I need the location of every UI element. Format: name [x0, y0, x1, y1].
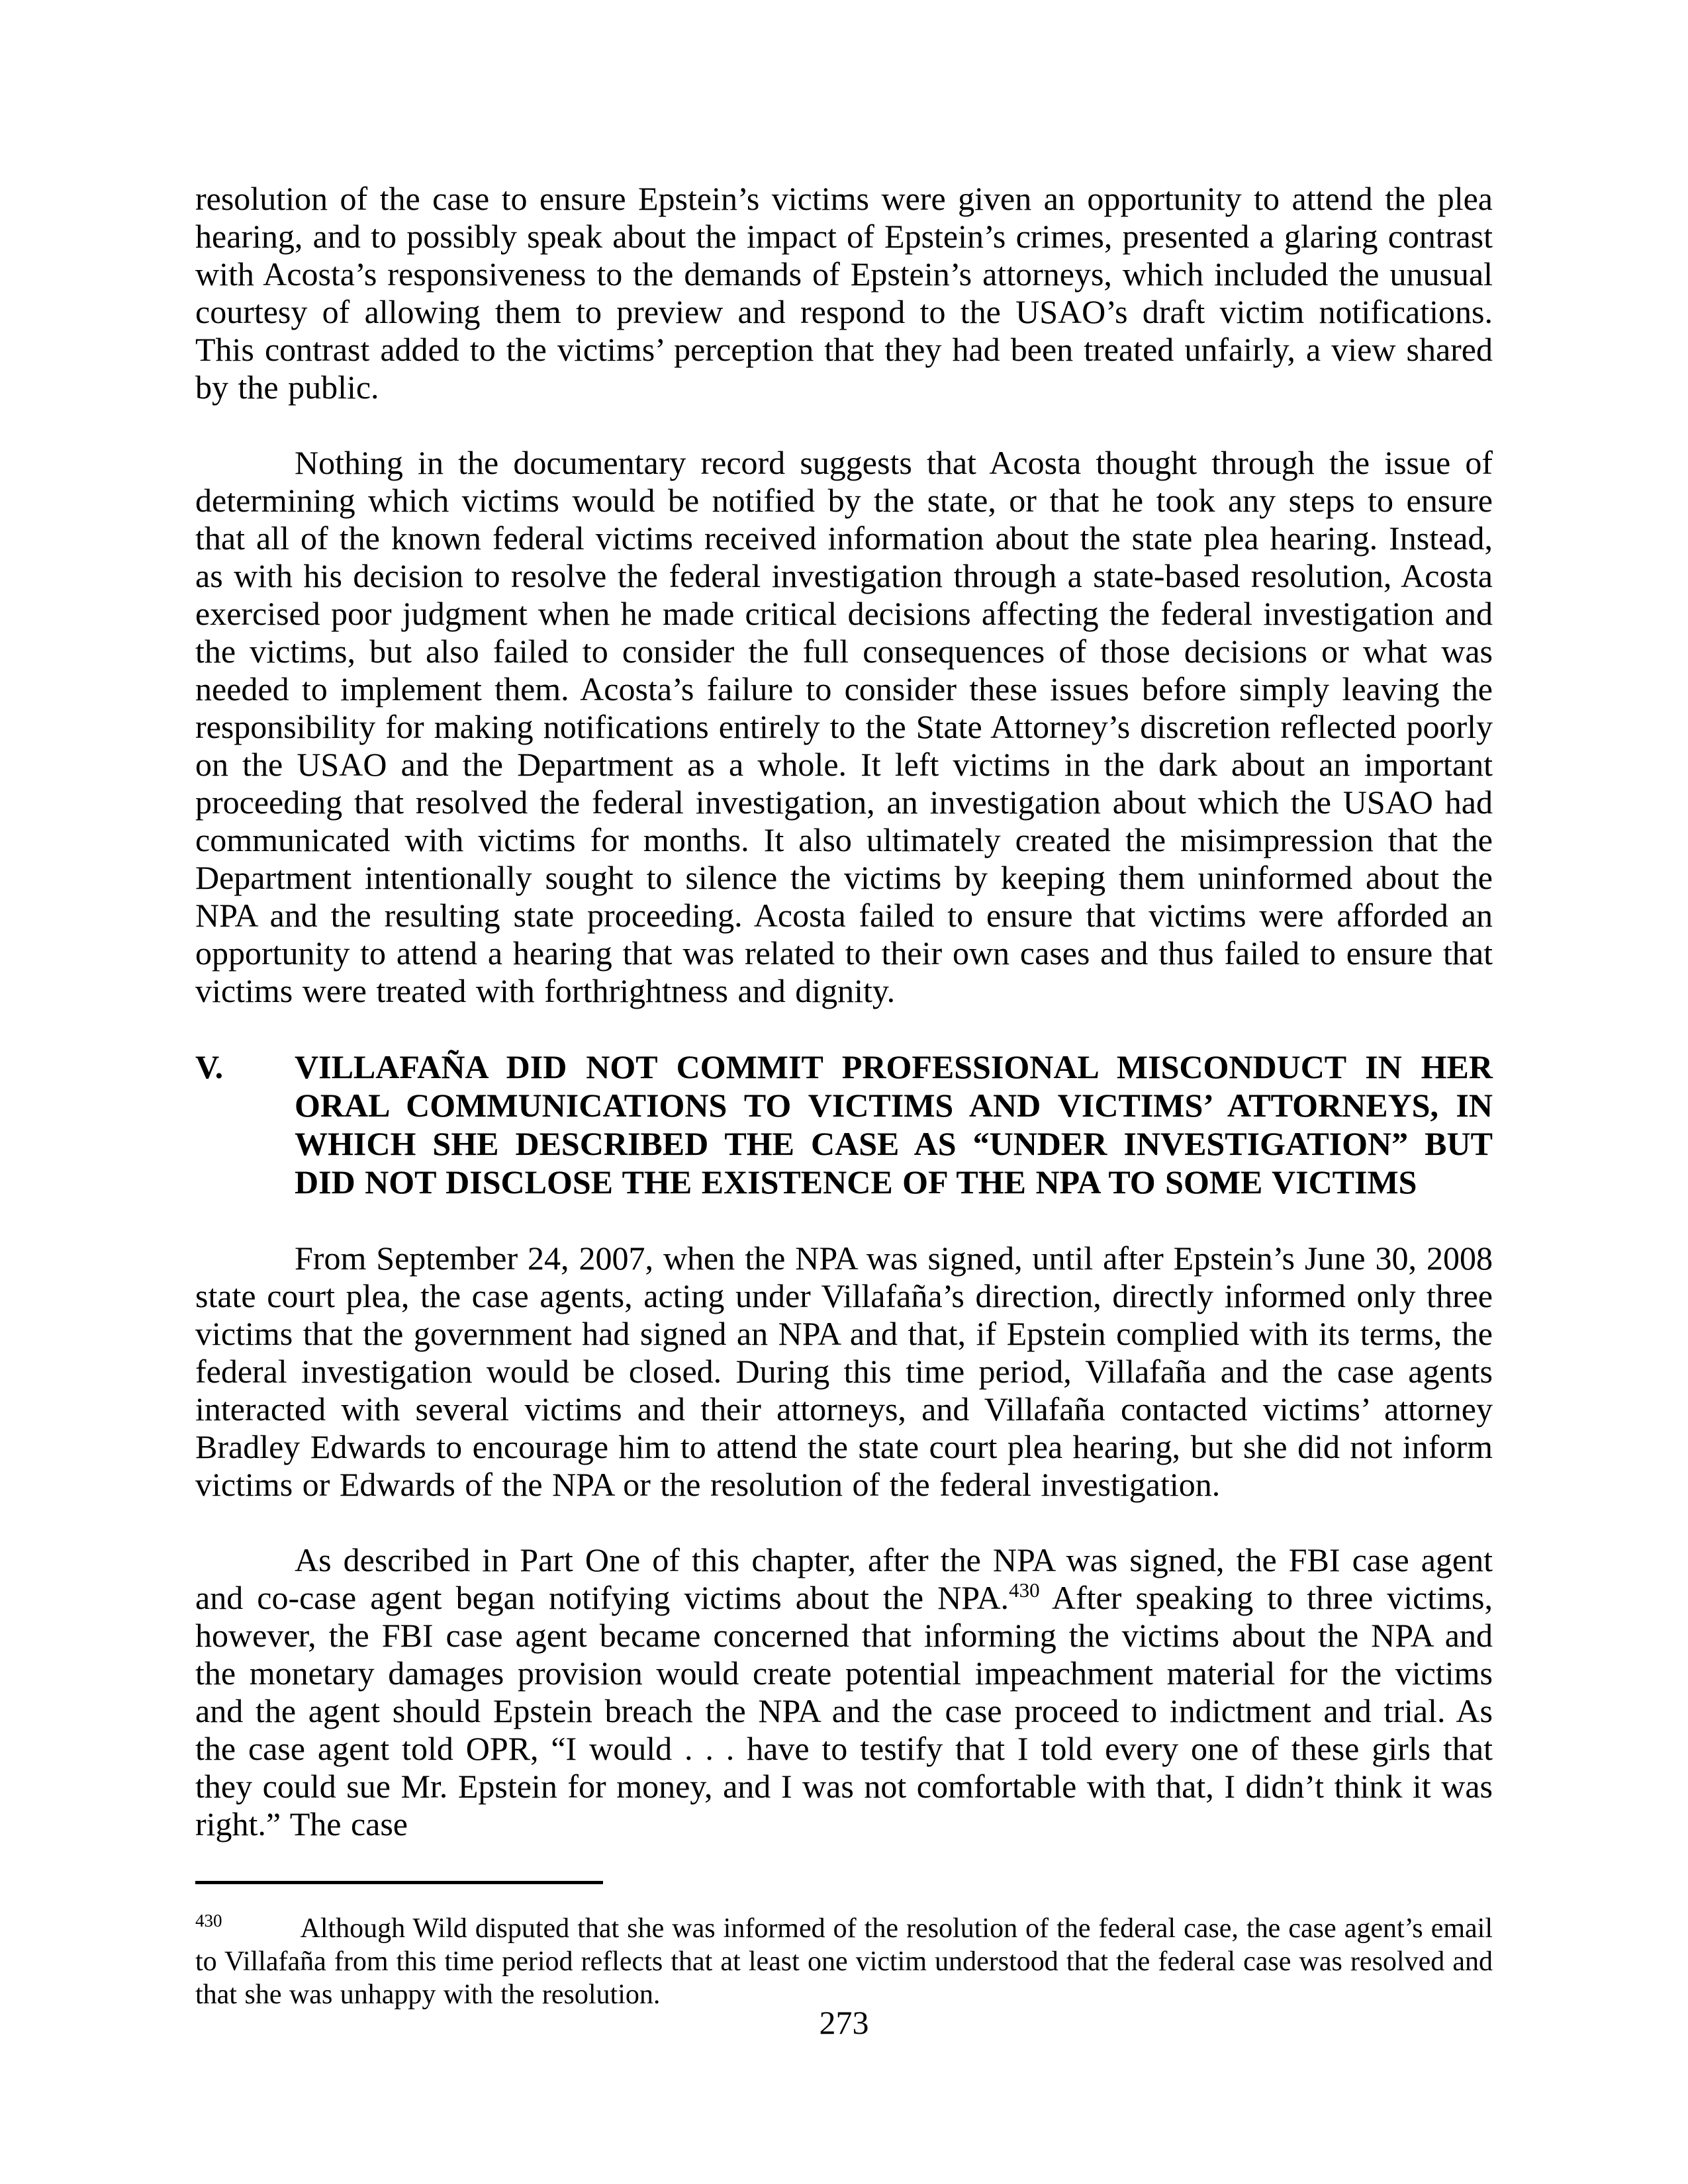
section-heading — [195, 1048, 1493, 1201]
footnote-marker: 430 — [195, 1911, 222, 1931]
paragraph-as-described — [195, 1541, 1493, 1843]
section-title: VILLAFAÑA DID NOT COMMIT PROFESSIONAL MISCONDUCT IN HER ORAL COMMUNICATIONS TO VICTIMS AND VICTIMS’ ATTORNEYS, IN WHICH SHE DESCRIBED THE CASE AS “UNDER INVESTIGATION” BUT DID NOT DISCLOSE THE EXISTENCE OF THE NPA TO SOME VICTIMS — [295, 1048, 1493, 1201]
section-number: V. — [195, 1048, 224, 1085]
footnote-ref-430: 430 — [1009, 1578, 1040, 1602]
paragraph-as-described-before-ref: As described in Part One of this chapter, after the NPA was signed, the FBI case agent and co-case agent began notifying victims about the NPA. — [195, 1541, 1493, 1616]
paragraph-from-september: From September 24, 2007, when the NPA was signed, until after Epstein’s June 30, 2008 state court plea, the case agents, acting under Villafaña’s direction, directly informed only three victims that the government had signed an NPA and that, if Epstein complied with its terms, the federal investigation would be closed. During this time period, Villafaña and the case agents interacted with several victims and their attorneys, and Villafaña contacted victims’ attorney Bradley Edwards to encourage him to attend the state court plea hearing, but she did not inform victims or Edwards of the NPA or the resolution of the federal investigation. — [195, 1240, 1493, 1503]
footnote-separator — [195, 1881, 603, 1884]
page-number: 273 — [819, 2004, 869, 2041]
footnote-text: Although Wild disputed that she was informed of the resolution of the federal case, the case agent’s email to Villafaña from this time period reflects that at least one victim understood that the federal case was resolved and that she was unhappy with the resolution. — [195, 1913, 1493, 2010]
footnote-area — [195, 1881, 1493, 2011]
paragraph-as-described-after-ref: After speaking to three victims, however, the FBI case agent became concerned that informing the victims about the NPA and the monetary damages provision would create potential impeachment material for the victims and the agent should Epstein breach the NPA and the case proceed to indictment and trial. As the case agent told OPR, “I would . . . have to testify that I told every one of these girls that they could sue Mr. Epstein for money, and I was not comfortable with that, I didn’t think it was right.” The case — [195, 1579, 1493, 1843]
footnote-430 — [195, 1912, 1493, 2011]
page-body — [195, 180, 1493, 2039]
paragraph-nothing-in-record: Nothing in the documentary record suggests that Acosta thought through the issue of determining which victims would be notified by the state, or that he took any steps to ensure that all of the known federal victims received information about the state plea hearing. Instead, as with his decision to resolve the federal investigation through a state-based resolution, Acosta exercised poor judgment when he made critical decisions affecting the federal investigation and the victims, but also failed to consider the full consequences of those decisions or what was needed to implement them. Acosta’s failure to consider these issues before simply leaving the responsibility for making notifications entirely to the State Attorney’s discretion reflected poorly on the USAO and the Department as a whole. It left victims in the dark about an important proceeding that resolved the federal investigation, an investigation about which the USAO had communicated with victims for months. It also ultimately created the misimpression that the Department intentionally sought to silence the victims by keeping them uninformed about the NPA and the resulting state proceeding. Acosta failed to ensure that victims were afforded an opportunity to attend a hearing that was related to their own cases and thus failed to ensure that victims were treated with forthrightness and dignity. — [195, 444, 1493, 1009]
paragraph-continuation: resolution of the case to ensure Epstein’s victims were given an opportunity to attend the plea hearing, and to possibly speak about the impact of Epstein’s crimes, presented a glaring contrast with Acosta’s responsiveness to the demands of Epstein’s attorneys, which included the unusual courtesy of allowing them to preview and respond to the USAO’s draft victim notifications. This contrast added to the victims’ perception that they had been treated unfairly, a view shared by the public. — [195, 180, 1493, 406]
